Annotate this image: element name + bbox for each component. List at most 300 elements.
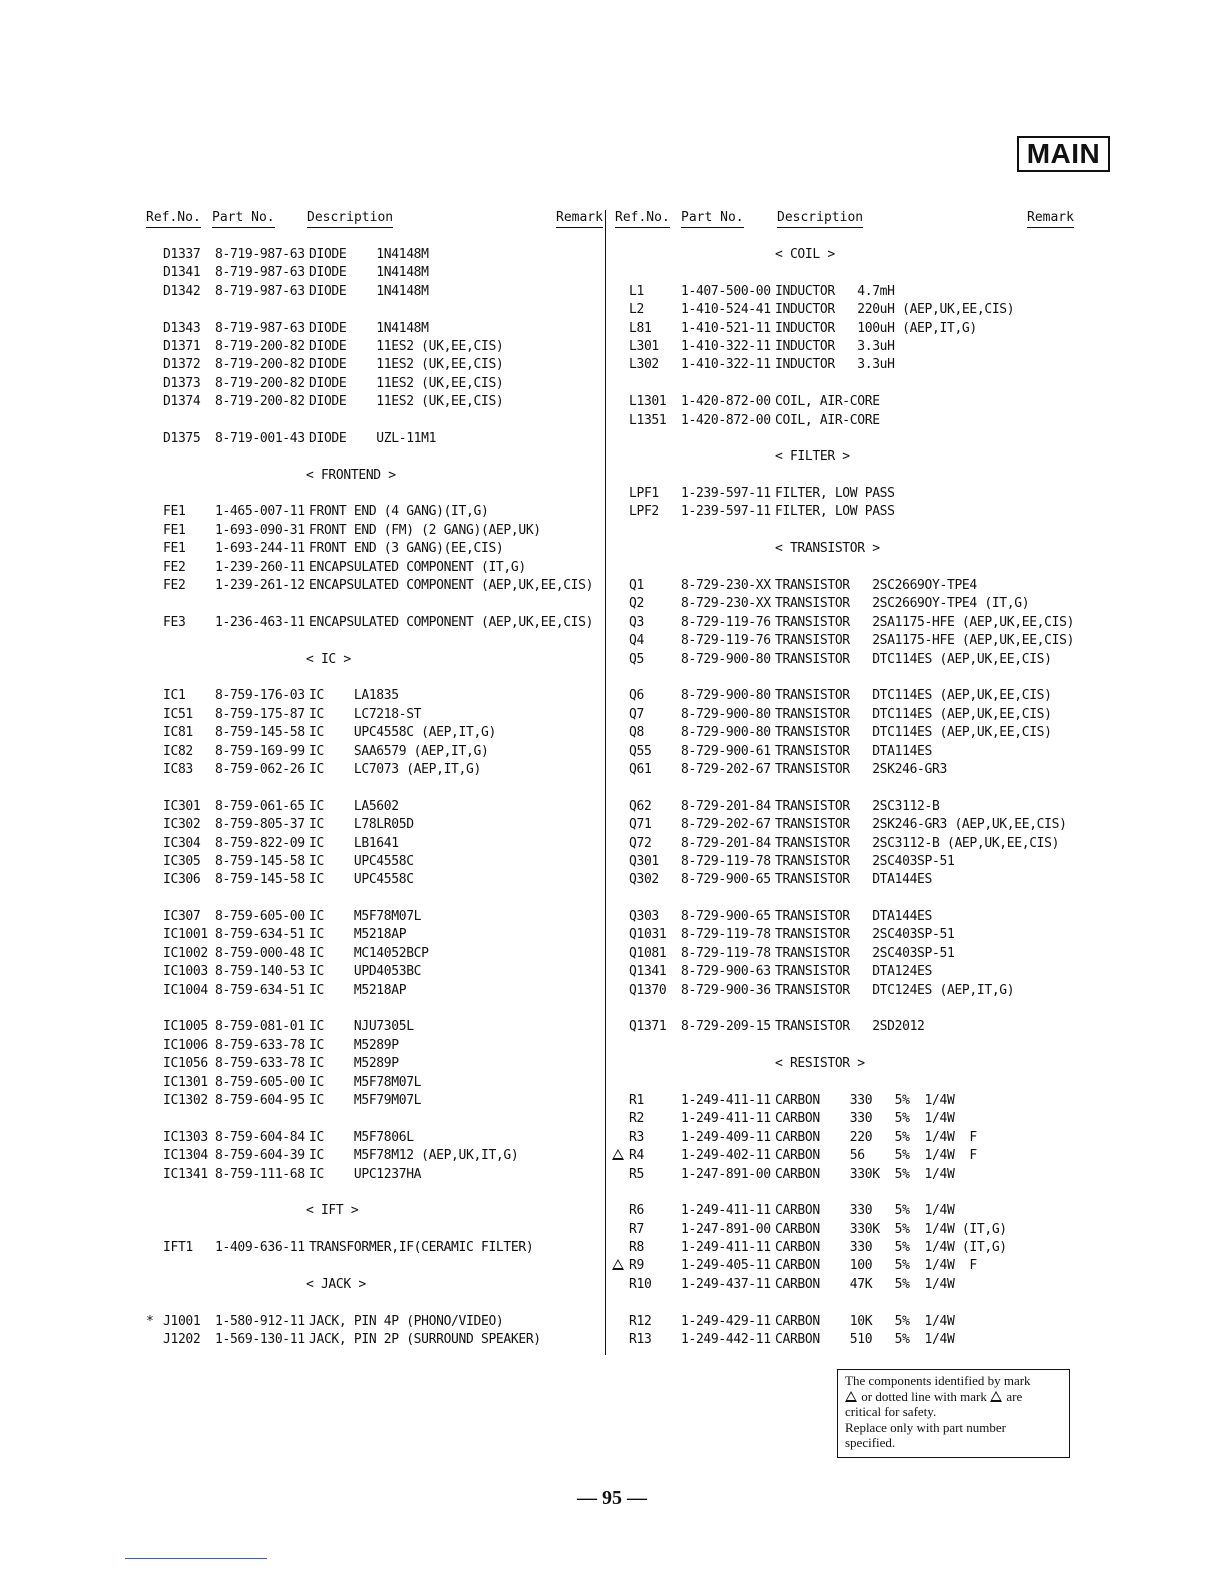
part-no: 8-719-987-63 <box>215 265 305 281</box>
ref-no: FE1 <box>163 504 186 520</box>
part-no: 8-759-081-01 <box>215 1019 305 1035</box>
part-row <box>146 853 601 871</box>
part-no: 1-249-405-11 <box>681 1258 771 1274</box>
part-no: 1-249-411-11 <box>681 1203 771 1219</box>
ref-no: Q1371 <box>629 1019 667 1035</box>
ref-no: FE1 <box>163 541 186 557</box>
part-row <box>612 320 1077 338</box>
part-row <box>146 835 601 853</box>
footer-rule <box>125 1558 267 1559</box>
part-row <box>146 926 601 944</box>
ref-no: R4 <box>629 1148 644 1164</box>
warning-triangle-icon <box>612 1259 624 1270</box>
description: IC LC7218-ST <box>309 706 422 722</box>
description: IC LA5602 <box>309 798 399 814</box>
description: IC M5289P <box>309 1037 399 1053</box>
spacer <box>146 485 601 503</box>
warning-triangle-icon <box>990 1391 1002 1402</box>
description: CARBON 47K 5% 1/4W <box>775 1276 955 1292</box>
description: TRANSISTOR 2SA1175-HFE (AEP,UK,EE,CIS) <box>775 633 1075 649</box>
description: TRANSISTOR 2SC3112-B <box>775 798 940 814</box>
ref-no: J1202 <box>163 1332 201 1348</box>
ref-no: D1342 <box>163 283 201 299</box>
part-no: 1-465-007-11 <box>215 504 305 520</box>
description: INDUCTOR 4.7mH <box>775 283 895 299</box>
part-row <box>612 283 1077 301</box>
description: COIL, AIR-CORE <box>775 394 880 410</box>
description: CARBON 330 5% 1/4W (IT,G) <box>775 1240 1007 1256</box>
part-row <box>146 283 601 301</box>
description: IC LA1835 <box>309 688 399 704</box>
spacer <box>146 595 601 613</box>
part-row <box>612 1239 1077 1257</box>
part-no: 1-693-090-31 <box>215 522 305 538</box>
part-no: 8-759-633-78 <box>215 1037 305 1053</box>
description: TRANSISTOR 2SC2669OY-TPE4 (IT,G) <box>775 596 1030 612</box>
part-row <box>146 687 601 705</box>
ref-no: Q1341 <box>629 964 667 980</box>
spacer <box>612 890 1077 908</box>
part-no: 8-729-900-61 <box>681 743 771 759</box>
ref-no: FE1 <box>163 522 186 538</box>
description: IC M5F78M07L <box>309 909 422 925</box>
part-no: 8-759-822-09 <box>215 835 305 851</box>
part-row <box>146 540 601 558</box>
part-row <box>612 1313 1077 1331</box>
header-ref-left: Ref.No. <box>146 210 201 228</box>
description: CARBON 510 5% 1/4W <box>775 1332 955 1348</box>
part-row <box>146 264 601 282</box>
header-part-left: Part No. <box>212 210 275 228</box>
description: CARBON 10K 5% 1/4W <box>775 1313 955 1329</box>
part-row <box>612 1110 1077 1128</box>
ref-no: D1343 <box>163 320 201 336</box>
spacer <box>146 1257 601 1275</box>
spacer <box>146 890 601 908</box>
part-row <box>146 1092 601 1110</box>
part-no: 1-239-260-11 <box>215 559 305 575</box>
part-no: 8-759-145-58 <box>215 725 305 741</box>
parts-list-right <box>612 246 1077 1349</box>
part-row <box>146 1129 601 1147</box>
spacer <box>146 448 601 466</box>
ref-no: L302 <box>629 357 659 373</box>
description: DIODE 11ES2 (UK,EE,CIS) <box>309 357 504 373</box>
part-row <box>146 1166 601 1184</box>
ref-no: LPF1 <box>629 486 659 502</box>
part-no: 1-420-872-00 <box>681 394 771 410</box>
description: TRANSISTOR DTC114ES (AEP,UK,EE,CIS) <box>775 706 1052 722</box>
safety-line-3: critical for safety. <box>845 1404 937 1420</box>
part-no: 8-729-900-80 <box>681 725 771 741</box>
description: FILTER, LOW PASS <box>775 504 895 520</box>
spacer <box>612 467 1077 485</box>
description: TRANSISTOR 2SC2669OY-TPE4 <box>775 578 977 594</box>
part-row <box>612 743 1077 761</box>
ref-no: Q71 <box>629 817 652 833</box>
part-row <box>146 1074 601 1092</box>
description: TRANSISTOR DTC114ES (AEP,UK,EE,CIS) <box>775 725 1052 741</box>
warning-triangle-icon <box>845 1391 857 1402</box>
description: IC L78LR05D <box>309 817 414 833</box>
ref-no: IC1302 <box>163 1092 208 1108</box>
part-row <box>146 743 601 761</box>
section-heading: < FRONTEND > <box>306 467 396 483</box>
part-no: 8-759-140-53 <box>215 964 305 980</box>
spacer <box>146 1294 601 1312</box>
description: IC UPC4558C (AEP,IT,G) <box>309 725 496 741</box>
part-no: 8-729-230-XX <box>681 578 771 594</box>
ref-no: FE2 <box>163 578 186 594</box>
part-row <box>612 835 1077 853</box>
part-no: 1-247-891-00 <box>681 1166 771 1182</box>
part-no: 1-409-636-11 <box>215 1240 305 1256</box>
part-row <box>612 687 1077 705</box>
part-no: 8-729-230-XX <box>681 596 771 612</box>
part-row <box>612 338 1077 356</box>
section-heading: < IFT > <box>306 1203 359 1219</box>
description: JACK, PIN 2P (SURROUND SPEAKER) <box>309 1332 541 1348</box>
ref-no: IC1004 <box>163 982 208 998</box>
part-row <box>146 1239 601 1257</box>
spacer <box>612 522 1077 540</box>
ref-no: IC1002 <box>163 945 208 961</box>
part-row <box>612 706 1077 724</box>
part-no: 1-249-411-11 <box>681 1092 771 1108</box>
part-no: 8-729-900-65 <box>681 909 771 925</box>
part-row <box>612 614 1077 632</box>
spacer <box>146 1184 601 1202</box>
part-row <box>146 871 601 889</box>
part-no: 8-759-176-03 <box>215 688 305 704</box>
description: CARBON 330K 5% 1/4W (IT,G) <box>775 1221 1007 1237</box>
part-row <box>612 1331 1077 1349</box>
part-row <box>146 982 601 1000</box>
ref-no: R7 <box>629 1221 644 1237</box>
ref-no: Q5 <box>629 651 644 667</box>
part-no: 8-759-175-87 <box>215 706 305 722</box>
part-no: 8-729-202-67 <box>681 817 771 833</box>
description: IC M5F78M07L <box>309 1074 422 1090</box>
part-no: 1-249-409-11 <box>681 1129 771 1145</box>
part-no: 8-759-062-26 <box>215 761 305 777</box>
description: IC UPC4558C <box>309 872 414 888</box>
spacer <box>146 669 601 687</box>
row-mark <box>612 1257 629 1275</box>
row-mark: * <box>146 1313 154 1329</box>
ref-no: Q55 <box>629 743 652 759</box>
part-row <box>612 577 1077 595</box>
part-no: 8-759-633-78 <box>215 1056 305 1072</box>
ref-no: L81 <box>629 320 652 336</box>
part-row <box>612 485 1077 503</box>
part-row <box>612 908 1077 926</box>
parts-list-left <box>146 246 601 1349</box>
ref-no: R13 <box>629 1332 652 1348</box>
part-row <box>612 1257 1077 1275</box>
part-row <box>146 706 601 724</box>
description: IC LC7073 (AEP,IT,G) <box>309 761 481 777</box>
part-no: 8-719-200-82 <box>215 357 305 373</box>
part-row <box>146 559 601 577</box>
part-no: 1-249-411-11 <box>681 1111 771 1127</box>
part-no: 8-759-805-37 <box>215 817 305 833</box>
part-no: 8-729-900-80 <box>681 688 771 704</box>
description: IC MC14052BCP <box>309 945 429 961</box>
ref-no: FE3 <box>163 614 186 630</box>
part-no: 8-759-145-58 <box>215 853 305 869</box>
ref-no: IC81 <box>163 725 193 741</box>
description: TRANSISTOR DTA124ES <box>775 964 933 980</box>
part-no: 1-239-597-11 <box>681 486 771 502</box>
spacer <box>612 264 1077 282</box>
ref-no: D1337 <box>163 247 201 262</box>
description: TRANSISTOR 2SC403SP-51 <box>775 927 955 943</box>
section-heading: < TRANSISTOR > <box>775 541 880 557</box>
part-no: 8-719-987-63 <box>215 247 305 262</box>
ref-no: FE2 <box>163 559 186 575</box>
ref-no: IC1005 <box>163 1019 208 1035</box>
safety-line-2b: are <box>1006 1388 1023 1404</box>
description: DIODE 1N4148M <box>309 265 429 281</box>
part-no: 8-729-119-78 <box>681 945 771 961</box>
description: IC UPC4558C <box>309 853 414 869</box>
column-divider <box>605 210 606 1355</box>
ref-no: IC1301 <box>163 1074 208 1090</box>
part-no: 8-759-169-99 <box>215 743 305 759</box>
ref-no: Q6 <box>629 688 644 704</box>
part-no: 8-729-201-84 <box>681 798 771 814</box>
part-no: 8-719-987-63 <box>215 283 305 299</box>
part-no: 1-249-411-11 <box>681 1240 771 1256</box>
part-row <box>612 1092 1077 1110</box>
spacer <box>612 1000 1077 1018</box>
spacer <box>612 1037 1077 1055</box>
description: IC SAA6579 (AEP,IT,G) <box>309 743 489 759</box>
safety-line-1: The components identified by mark <box>845 1373 1031 1388</box>
part-no: 1-410-322-11 <box>681 357 771 373</box>
ref-no: IC301 <box>163 798 201 814</box>
spacer <box>146 1000 601 1018</box>
description: TRANSISTOR 2SK246-GR3 (AEP,UK,EE,CIS) <box>775 817 1067 833</box>
section-heading: < RESISTOR > <box>775 1056 865 1072</box>
description: TRANSISTOR 2SC3112-B (AEP,UK,EE,CIS) <box>775 835 1060 851</box>
header-desc-left: Description <box>307 210 393 228</box>
part-no: 1-410-322-11 <box>681 338 771 354</box>
header-desc-right: Description <box>777 210 863 228</box>
part-row <box>612 1202 1077 1220</box>
part-no: 1-249-429-11 <box>681 1313 771 1329</box>
part-row <box>612 356 1077 374</box>
description: IC M5218AP <box>309 982 407 998</box>
warning-triangle-icon <box>612 1149 624 1160</box>
part-no: 8-759-604-95 <box>215 1092 305 1108</box>
description: FRONT END (FM) (2 GANG)(AEP,UK) <box>309 522 541 538</box>
description: IC M5289P <box>309 1056 399 1072</box>
description: TRANSISTOR DTA144ES <box>775 872 933 888</box>
description: TRANSISTOR DTC114ES (AEP,UK,EE,CIS) <box>775 651 1052 667</box>
safety-note <box>837 1369 1070 1458</box>
part-row <box>146 1018 601 1036</box>
part-no: 8-759-605-00 <box>215 1074 305 1090</box>
description: IC M5F79M07L <box>309 1092 422 1108</box>
ref-no: D1371 <box>163 338 201 354</box>
description: IC UPD4053BC <box>309 964 422 980</box>
part-no: 1-410-524-41 <box>681 302 771 318</box>
ref-no: J1001 <box>163 1313 201 1329</box>
description: IC LB1641 <box>309 835 399 851</box>
ref-no: IC1056 <box>163 1056 208 1072</box>
ref-no: D1375 <box>163 430 201 446</box>
part-row <box>612 412 1077 430</box>
ref-no: Q61 <box>629 761 652 777</box>
part-row <box>612 963 1077 981</box>
ref-no: R8 <box>629 1240 644 1256</box>
description: INDUCTOR 100uH (AEP,IT,G) <box>775 320 977 336</box>
part-row <box>146 1055 601 1073</box>
ref-no: IC306 <box>163 872 201 888</box>
description: JACK, PIN 4P (PHONO/VIDEO) <box>309 1313 504 1329</box>
description: CARBON 56 5% 1/4W F <box>775 1148 977 1164</box>
part-row <box>146 816 601 834</box>
ref-no: Q1 <box>629 578 644 594</box>
safety-line-4: Replace only with part number <box>845 1419 1007 1435</box>
section-heading: < COIL > <box>775 247 835 262</box>
part-row <box>612 1166 1077 1184</box>
part-no: 8-759-145-58 <box>215 872 305 888</box>
part-row <box>146 320 601 338</box>
part-row <box>146 761 601 779</box>
part-no: 8-729-202-67 <box>681 761 771 777</box>
ref-no: LPF2 <box>629 504 659 520</box>
part-no: 1-249-442-11 <box>681 1332 771 1348</box>
description: ENCAPSULATED COMPONENT (AEP,UK,EE,CIS) <box>309 614 594 630</box>
section-heading: < JACK > <box>306 1276 366 1292</box>
page-number: — 95 — <box>577 1487 647 1509</box>
part-row <box>612 926 1077 944</box>
ref-no: Q62 <box>629 798 652 814</box>
part-no: 1-407-500-00 <box>681 283 771 299</box>
ref-no: R5 <box>629 1166 644 1182</box>
description: TRANSISTOR DTA114ES <box>775 743 933 759</box>
description: TRANSISTOR 2SC403SP-51 <box>775 853 955 869</box>
ref-no: D1372 <box>163 357 201 373</box>
part-row <box>146 963 601 981</box>
description: IC NJU7305L <box>309 1019 414 1035</box>
ref-no: IC1341 <box>163 1166 208 1182</box>
description: CARBON 100 5% 1/4W F <box>775 1258 977 1274</box>
description: IC M5F78M12 (AEP,UK,IT,G) <box>309 1148 519 1164</box>
header-remark-right: Remark <box>1027 210 1074 228</box>
header-part-right: Part No. <box>681 210 744 228</box>
part-no: 8-719-200-82 <box>215 338 305 354</box>
part-no: 8-759-604-84 <box>215 1129 305 1145</box>
description: TRANSISTOR DTA144ES <box>775 909 933 925</box>
ref-no: IC305 <box>163 853 201 869</box>
part-row <box>146 503 601 521</box>
part-row <box>612 798 1077 816</box>
safety-line-5: specified. <box>845 1435 896 1451</box>
part-row <box>612 853 1077 871</box>
part-no: 1-239-261-12 <box>215 578 305 594</box>
part-no: 1-236-463-11 <box>215 614 305 630</box>
description: TRANSISTOR 2SC403SP-51 <box>775 945 955 961</box>
safety-line-2 <box>845 1389 1062 1405</box>
section-heading: < FILTER > <box>775 449 850 465</box>
ref-no: L1351 <box>629 412 667 428</box>
section-heading: < IC > <box>306 651 351 667</box>
part-no: 8-729-119-78 <box>681 927 771 943</box>
spacer <box>612 1074 1077 1092</box>
description: FRONT END (4 GANG)(IT,G) <box>309 504 489 520</box>
ref-no: IC1304 <box>163 1148 208 1164</box>
ref-no: Q1031 <box>629 927 667 943</box>
part-row <box>612 632 1077 650</box>
part-no: 8-759-000-48 <box>215 945 305 961</box>
spacer <box>146 301 601 319</box>
ref-no: IC1001 <box>163 927 208 943</box>
ref-no: D1374 <box>163 394 201 410</box>
part-no: 1-249-437-11 <box>681 1276 771 1292</box>
description: FILTER, LOW PASS <box>775 486 895 502</box>
part-row <box>612 301 1077 319</box>
part-row <box>612 651 1077 669</box>
section-badge: MAIN <box>1017 136 1110 172</box>
part-row <box>612 1221 1077 1239</box>
part-row <box>612 1276 1077 1294</box>
part-row <box>612 982 1077 1000</box>
part-row <box>146 798 601 816</box>
description: CARBON 330 5% 1/4W <box>775 1111 955 1127</box>
spacer <box>146 412 601 430</box>
spacer <box>612 1184 1077 1202</box>
part-row <box>612 1147 1077 1165</box>
part-no: 8-719-987-63 <box>215 320 305 336</box>
part-row <box>146 430 601 448</box>
description: TRANSISTOR 2SD2012 <box>775 1019 925 1035</box>
part-no: 1-580-912-11 <box>215 1313 305 1329</box>
part-no: 1-247-891-00 <box>681 1221 771 1237</box>
part-no: 8-729-900-65 <box>681 872 771 888</box>
part-row <box>612 871 1077 889</box>
part-row <box>612 595 1077 613</box>
part-no: 8-729-900-36 <box>681 982 771 998</box>
ref-no: R3 <box>629 1129 644 1145</box>
part-row <box>146 393 601 411</box>
part-row <box>146 356 601 374</box>
description: DIODE 1N4148M <box>309 320 429 336</box>
ref-no: R12 <box>629 1313 652 1329</box>
ref-no: IC1303 <box>163 1129 208 1145</box>
description: CARBON 220 5% 1/4W F <box>775 1129 977 1145</box>
description: IC M5218AP <box>309 927 407 943</box>
ref-no: IC1006 <box>163 1037 208 1053</box>
part-no: 8-729-209-15 <box>681 1019 771 1035</box>
ref-no: IC82 <box>163 743 193 759</box>
part-no: 8-719-200-82 <box>215 375 305 391</box>
spacer <box>612 669 1077 687</box>
part-row <box>612 724 1077 742</box>
ref-no: L1301 <box>629 394 667 410</box>
part-no: 8-729-201-84 <box>681 835 771 851</box>
spacer <box>612 1294 1077 1312</box>
part-no: 8-759-604-39 <box>215 1148 305 1164</box>
part-row <box>612 816 1077 834</box>
part-no: 8-759-634-51 <box>215 927 305 943</box>
description: IC M5F7806L <box>309 1129 414 1145</box>
description: INDUCTOR 3.3uH <box>775 357 895 373</box>
part-no: 8-729-119-76 <box>681 614 771 630</box>
